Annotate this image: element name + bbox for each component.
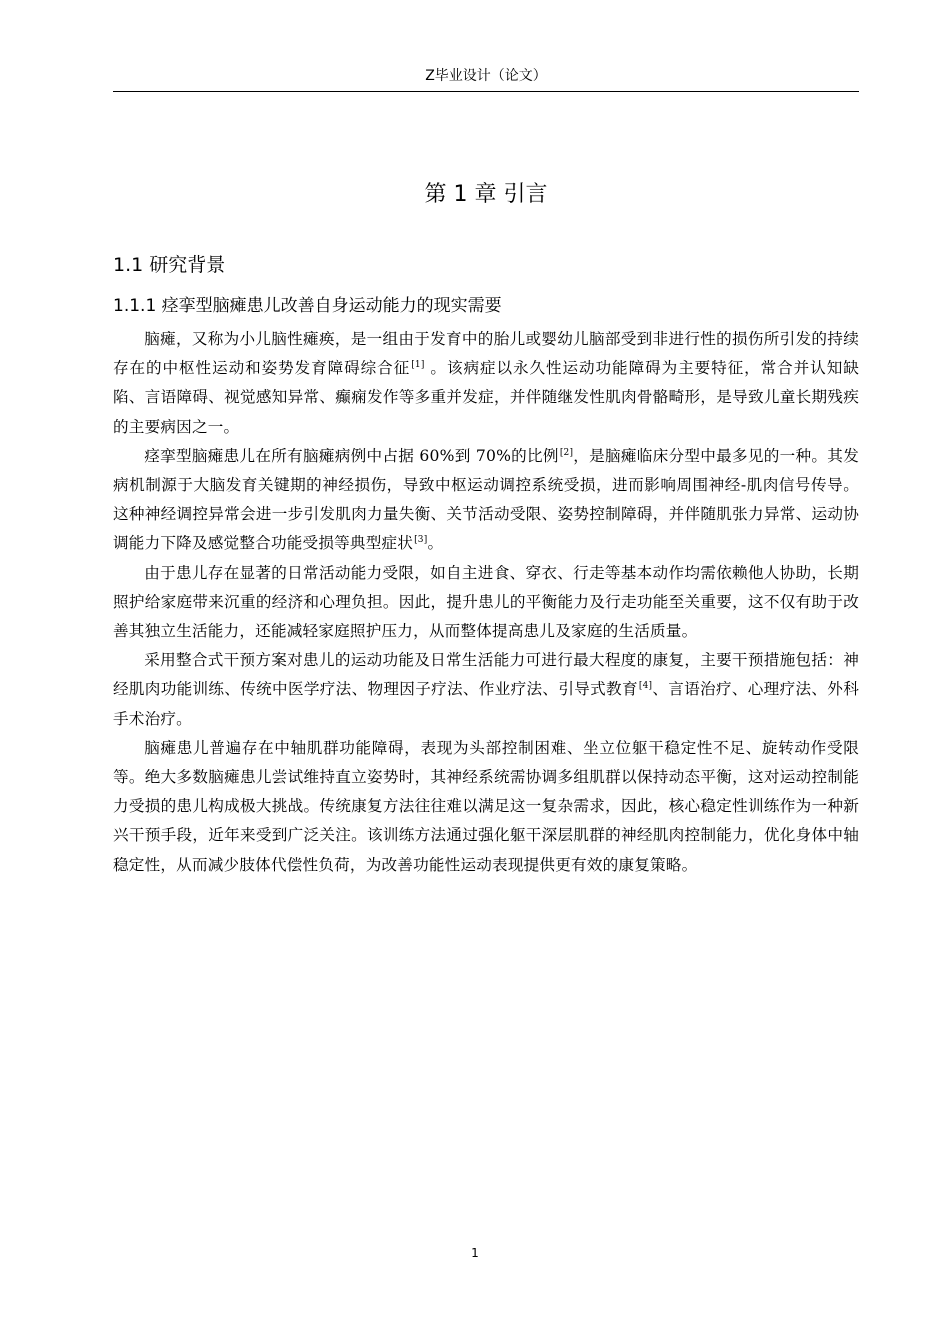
paragraph-2-text-a: 痉挛型脑瘫患儿在所有脑瘫病例中占据 60%到 70%的比例 (144, 446, 559, 465)
header-rule (113, 91, 859, 92)
running-header: Z毕业设计（论文） (425, 68, 547, 84)
subsection-title: 1.1.1 痉挛型脑瘫患儿改善自身运动能力的现实需要 (113, 296, 502, 316)
chapter-title: 第 1 章 引言 (424, 182, 548, 207)
paragraph-2 (113, 442, 859, 559)
paragraph-2-text-b: ，是脑瘫临床分型中最多见的一种。其发病机制源于大脑发育关键期的神经损伤，导致中枢运动调控系统受损，进而影响周围神经-肌肉信号传导。这种神经调控异常会进一步引发肌肉力量失衡、关节活动受限、姿势控制障碍，并伴随肌张力异常、运动协调能力下降及感觉整合功能受损等典型症状 (113, 446, 859, 553)
paragraph-4 (113, 646, 859, 734)
body-text (113, 325, 859, 880)
paragraph-1-text-a: 脑瘫，又称为小儿脑性瘫痪，是一组由于发育中的胎儿或婴幼儿脑部受到非进行性的损伤所引发的持续存在的中枢性运动和姿势发育障碍综合征 (113, 330, 859, 378)
citation-2: [2] (559, 447, 574, 458)
paragraph-5: 脑瘫患儿普遍存在中轴肌群功能障碍，表现为头部控制困难、坐立位躯干稳定性不足、旋转动作受限等。绝大多数脑瘫患儿尝试维持直立姿势时，其神经系统需协调多组肌群以保持动态平衡，这对运动控制能力受损的患儿构成极大挑战。传统康复方法往往难以满足这一复杂需求，因此，核心稳定性训练作为一种新兴干预手段，近年来受到广泛关注。该训练方法通过强化躯干深层肌群的神经肌肉控制能力，优化身体中轴稳定性，从而减少肢体代偿性负荷，为改善功能性运动表现提供更有效的康复策略。 (113, 738, 859, 874)
paragraph-1 (113, 325, 859, 442)
paragraph-3: 由于患儿存在显著的日常活动能力受限，如自主进食、穿衣、行走等基本动作均需依赖他人协助，长期照护给家庭带来沉重的经济和心理负担。因此，提升患儿的平衡能力及行走功能至关重要，这不仅有助于改善其独立生活能力，还能减轻家庭照护压力，从而整体提高患儿及家庭的生活质量。 (113, 563, 859, 641)
citation-1: [1] (411, 360, 425, 371)
paragraph-1-text-b: 。该病症以永久性运动功能障碍为主要特征，常合并认知缺陷、言语障碍、视觉感知异常、癫痫发作等多重并发症，并伴随继发性肌肉骨骼畸形，是导致儿童长期残疾的主要病因之一。 (113, 359, 859, 436)
page-number: 1 (471, 1246, 479, 1260)
paragraph-4-text-a: 采用整合式干预方案对患儿的运动功能及日常生活能力可进行最大程度的康复，主要干预措施包括：神经肌肉功能训练、传统中医学疗法、物理因子疗法、作业疗法、引导式教育 (113, 651, 859, 699)
paragraph-2-text-c: 。 (427, 534, 444, 553)
section-title: 1.1 研究背景 (113, 254, 226, 276)
citation-4: [4] (638, 681, 653, 692)
paragraph-4-text-b: 、言语治疗、心理疗法、外科手术治疗。 (113, 680, 859, 728)
citation-3: [3] (414, 535, 428, 546)
